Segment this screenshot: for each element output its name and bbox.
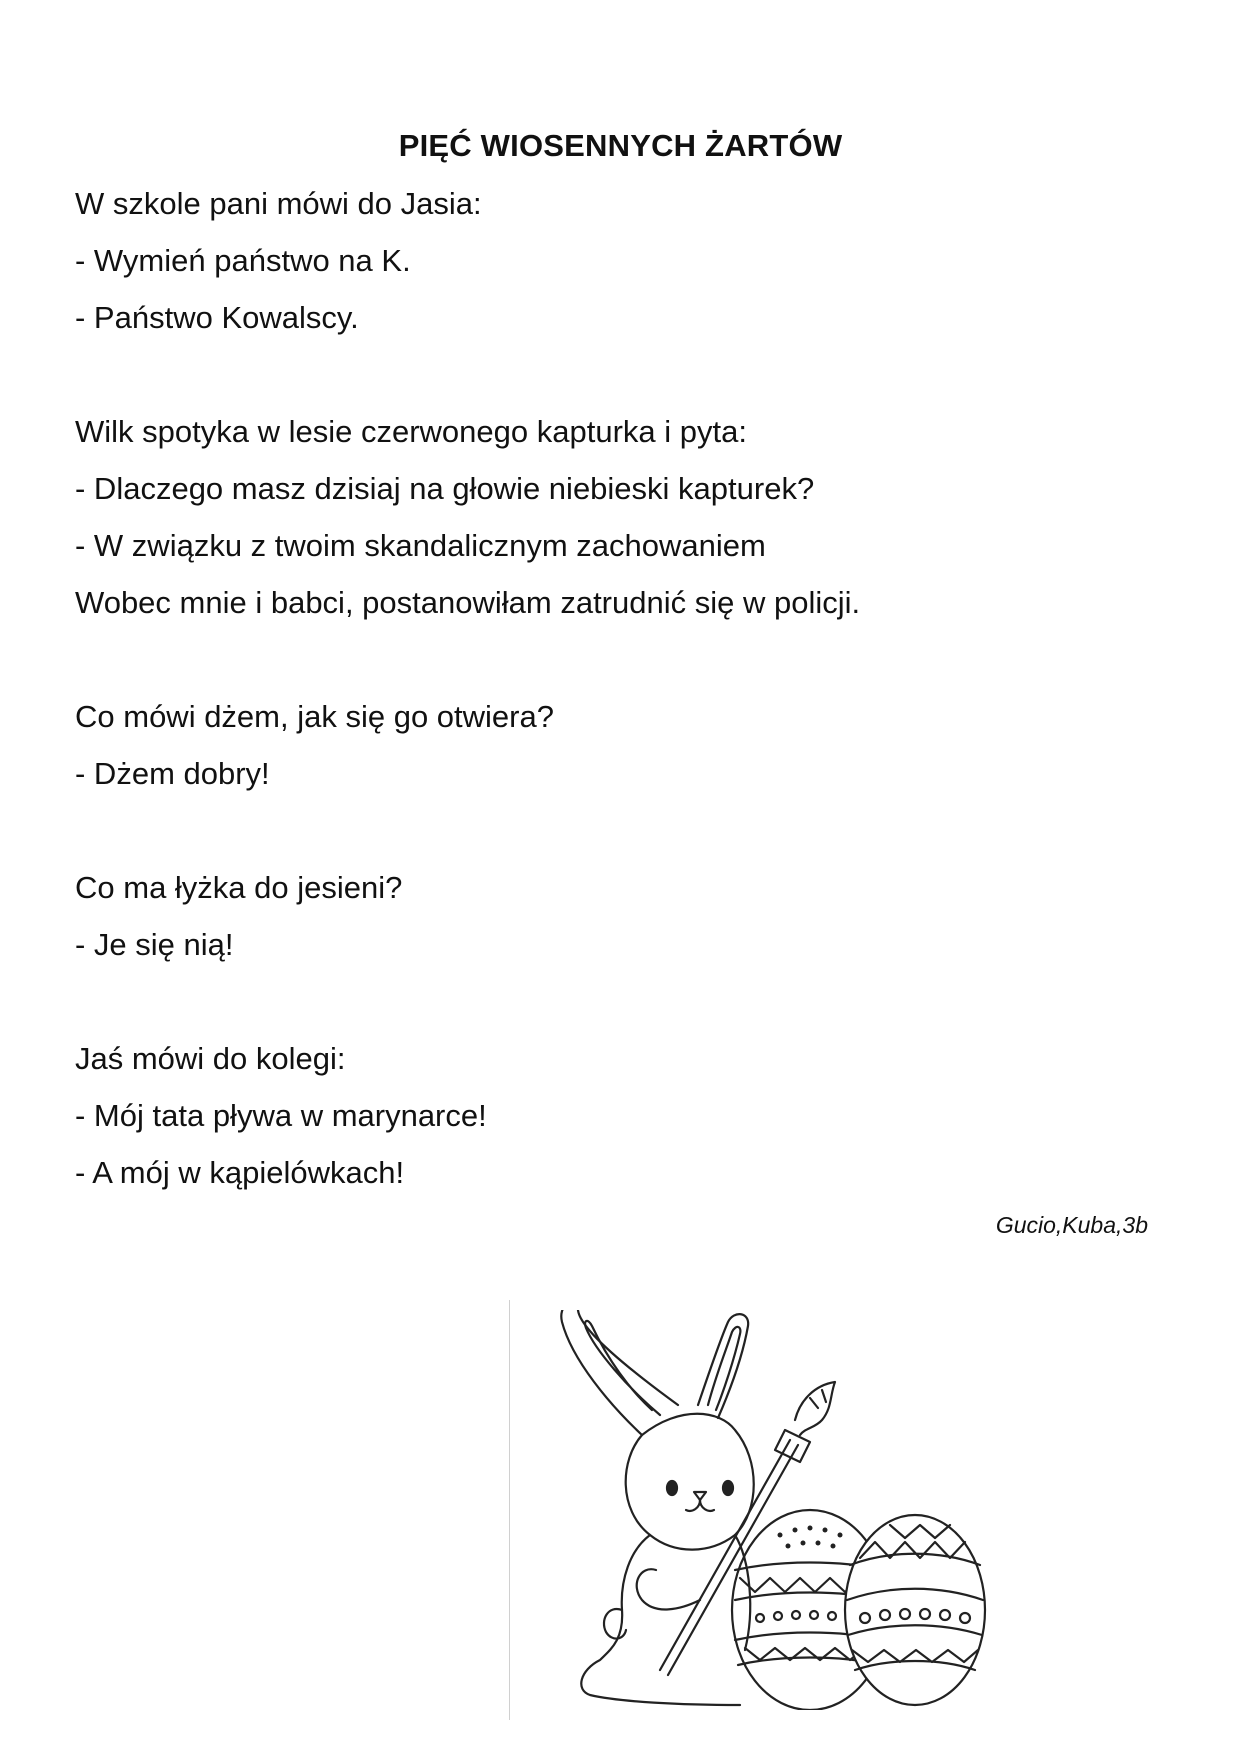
joke-line: W szkole pani mówi do Jasia: — [75, 186, 482, 221]
joke-line: - Dżem dobry! — [75, 756, 270, 791]
joke-line: - Mój tata pływa w marynarce! — [75, 1098, 487, 1133]
joke-line: - Je się nią! — [75, 927, 234, 962]
author-signature: Gucio,Kuba,3b — [995, 1212, 1148, 1238]
joke-4 — [75, 859, 402, 973]
joke-line: - A mój w kąpielówkach! — [75, 1155, 405, 1190]
divider-line — [509, 1300, 510, 1720]
joke-line: Co mówi dżem, jak się go otwiera? — [75, 699, 554, 734]
joke-line: Wilk spotyka w lesie czerwonego kapturka i pyta: — [75, 414, 747, 449]
joke-1 — [75, 175, 482, 346]
joke-line: - Państwo Kowalscy. — [75, 300, 359, 335]
joke-line: Wobec mnie i babci, postanowiłam zatrudnić się w policji. — [75, 585, 861, 620]
joke-2 — [75, 403, 860, 631]
joke-line: - Wymień państwo na K. — [75, 243, 411, 278]
page-title: PIĘĆ WIOSENNYCH ŻARTÓW — [398, 128, 843, 163]
joke-5 — [75, 1030, 487, 1201]
easter-bunny-painting-eggs-icon — [560, 1310, 1010, 1710]
joke-line: - Dlaczego masz dzisiaj na głowie niebieski kapturek? — [75, 471, 815, 506]
joke-line: Jaś mówi do kolegi: — [75, 1041, 346, 1076]
joke-3 — [75, 688, 554, 802]
joke-line: - W związku z twoim skandalicznym zachowaniem — [75, 528, 766, 563]
joke-line: Co ma łyżka do jesieni? — [75, 870, 403, 905]
